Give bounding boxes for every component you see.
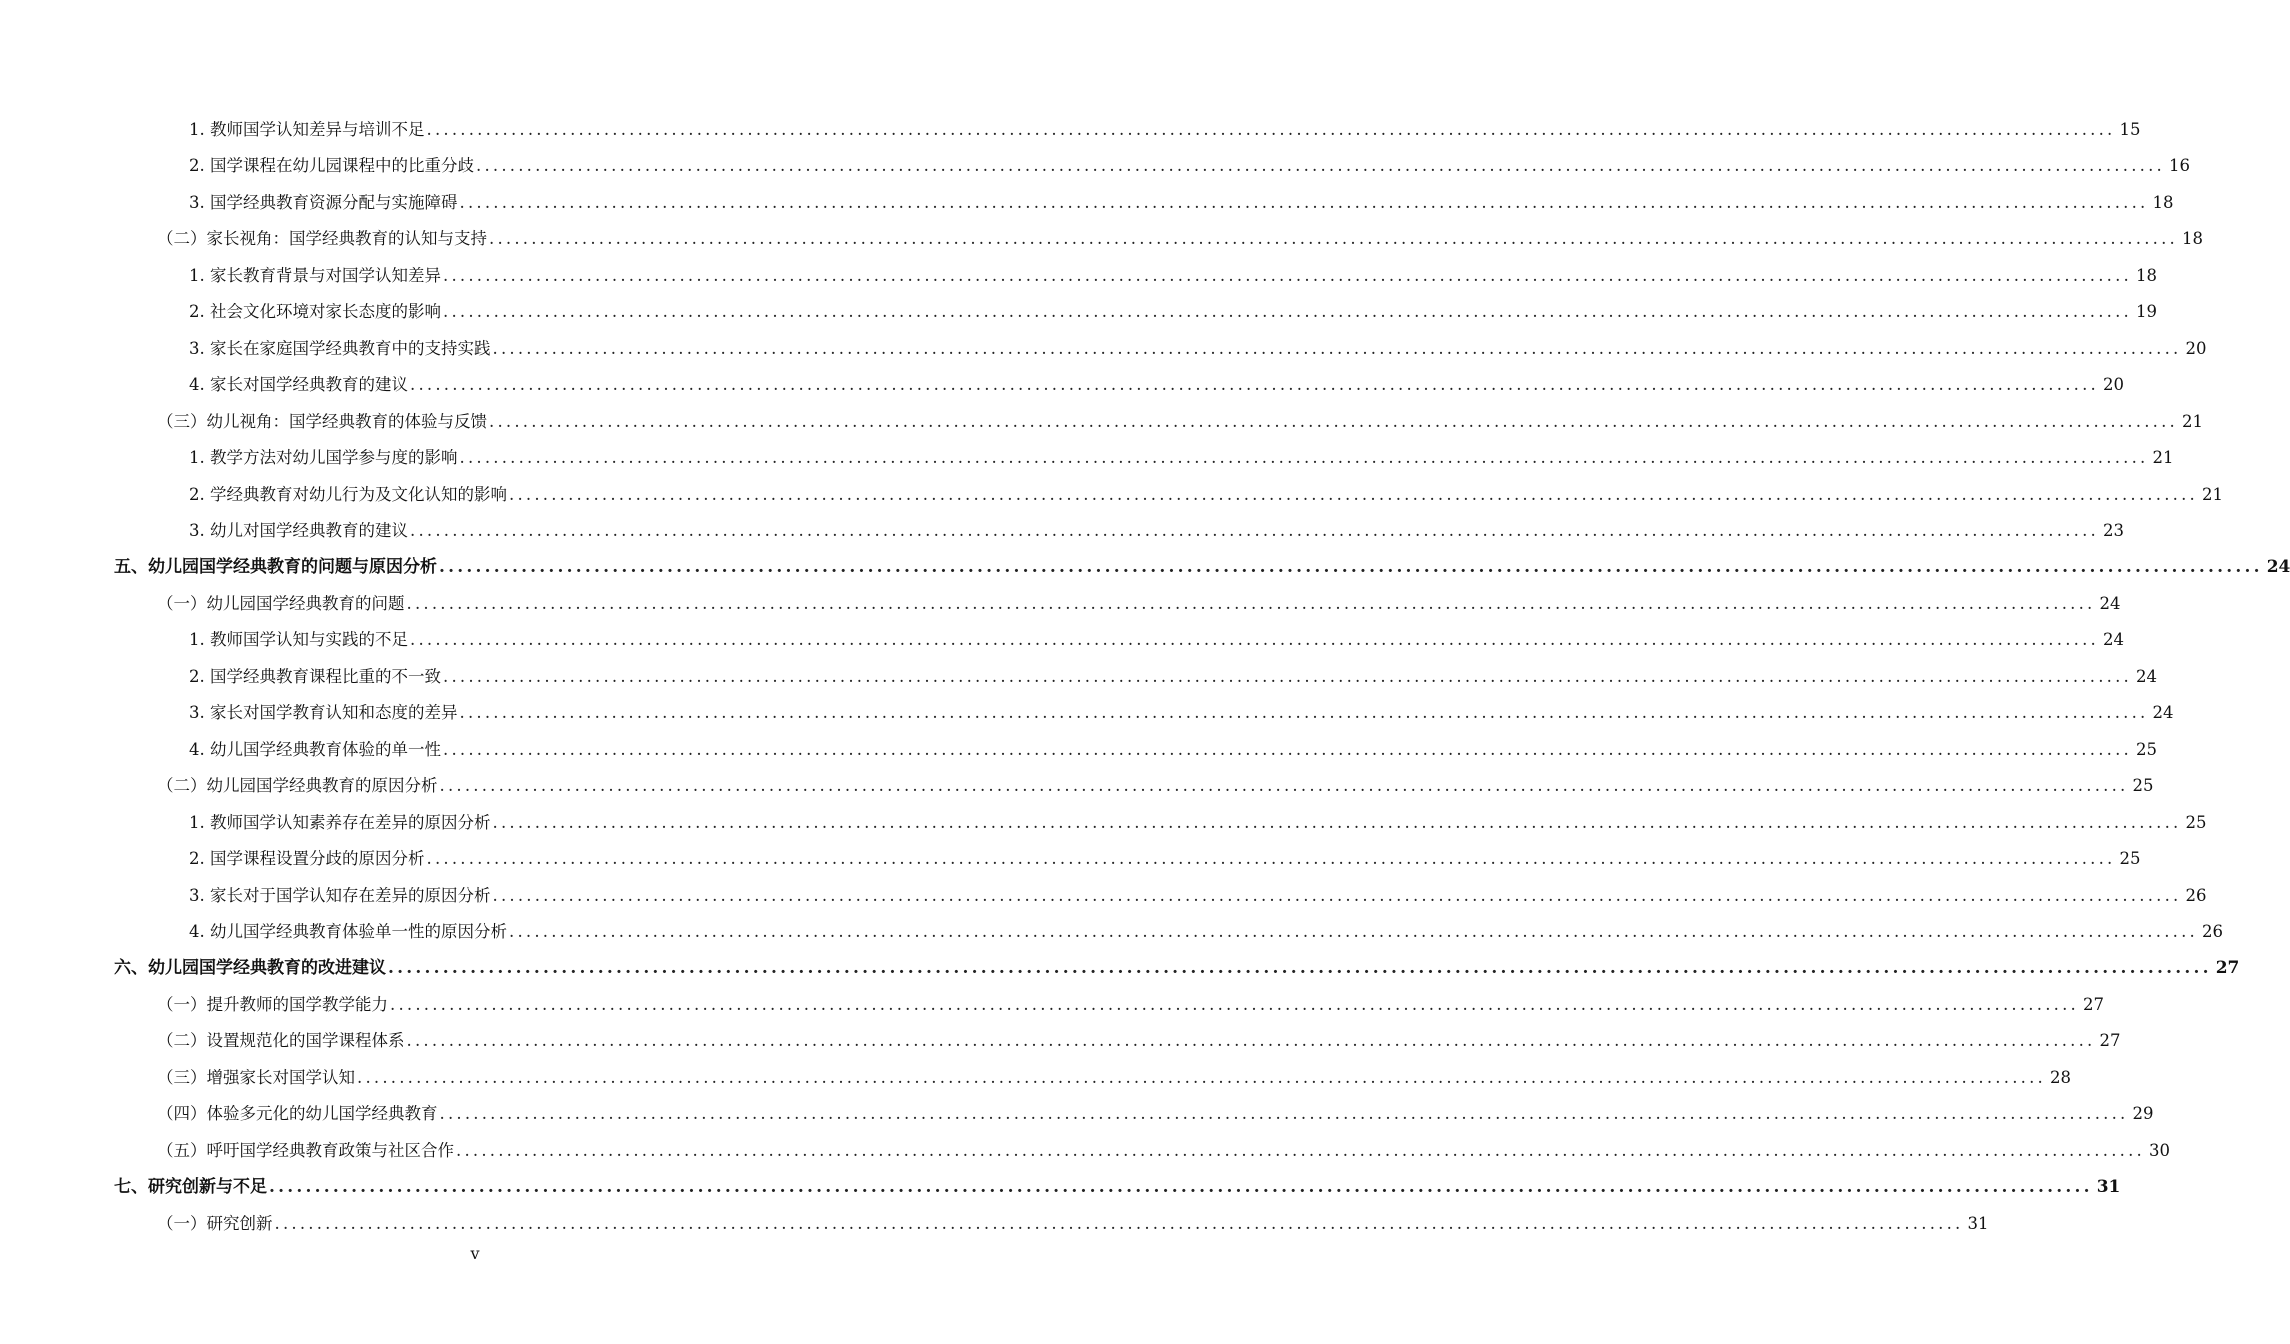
toc-entry[interactable] (189, 442, 2174, 468)
toc-dot-leader: ........................................................................................................................................................................................................ (489, 411, 2178, 431)
toc-entry-page: 21 (2201, 484, 2223, 504)
toc-entry[interactable] (157, 1135, 2170, 1161)
toc-entry-label: （四）体验多元化的幼儿国学经典教育 (157, 1104, 438, 1124)
toc-entry[interactable] (189, 843, 2141, 869)
toc-dot-leader: ........................................................................................................................................................................................................ (269, 1177, 2093, 1198)
toc-entry-page: 31 (2096, 1177, 2121, 1198)
toc-entry[interactable] (189, 807, 2207, 833)
toc-dot-leader: ........................................................................................................................................................................................................ (489, 229, 2178, 249)
toc-dot-leader: ........................................................................................................................................................................................................ (439, 1104, 2129, 1124)
toc-entry-page: 21 (2181, 411, 2203, 431)
toc-entry-page: 18 (2152, 192, 2174, 212)
toc-entry[interactable] (189, 479, 2223, 505)
toc-entry-label: 2. 社会文化环境对家长态度的影响 (189, 302, 441, 322)
toc-entry[interactable] (157, 989, 2104, 1015)
toc-entry-page: 25 (2185, 812, 2207, 832)
toc-entry[interactable] (189, 624, 2124, 650)
toc-entry-page: 31 (1967, 1213, 1989, 1233)
page-number: v (470, 1244, 480, 1263)
toc-dot-leader: ........................................................................................................................................................................................................ (443, 302, 2132, 322)
toc-entry[interactable] (114, 1171, 2121, 1198)
toc-entry[interactable] (157, 1062, 2071, 1088)
toc-entry-label: （二）设置规范化的国学课程体系 (157, 1031, 405, 1051)
toc-entry[interactable] (189, 515, 2124, 541)
toc-entry-label: 1. 教师国学认知与实践的不足 (189, 630, 408, 650)
toc-dot-leader: ........................................................................................................................................................................................................ (439, 776, 2129, 796)
toc-dot-leader: ........................................................................................................................................................................................................ (492, 885, 2182, 905)
toc-entry-label: （一）研究创新 (157, 1213, 273, 1233)
toc-entry-label: 1. 教学方法对幼儿国学参与度的影响 (189, 448, 458, 468)
toc-dot-leader: ........................................................................................................................................................................................................ (459, 448, 2149, 468)
toc-entry-page: 24 (2099, 593, 2121, 613)
toc-entry[interactable] (157, 1098, 2154, 1124)
toc-entry[interactable] (114, 551, 2290, 578)
toc-entry-page: 25 (2119, 849, 2141, 868)
toc-entry[interactable] (189, 661, 2157, 687)
toc-dot-leader: ........................................................................................................................................................................................................ (509, 921, 2198, 941)
toc-entry-label: 4. 家长对国学经典教育的建议 (189, 375, 408, 395)
toc-entry-page: 18 (2135, 265, 2157, 285)
toc-entry-page: 24 (2102, 630, 2124, 650)
toc-entry-page: 23 (2102, 521, 2124, 540)
toc-entry-label: 3. 幼儿对国学经典教育的建议 (189, 521, 408, 540)
toc-dot-leader: ........................................................................................................................................................................................................ (410, 375, 2099, 395)
toc-entry-label: （二）幼儿园国学经典教育的原因分析 (157, 776, 438, 796)
toc-entry-label: （三）增强家长对国学认知 (157, 1067, 355, 1087)
toc-entry[interactable] (157, 588, 2121, 614)
toc-entry-label: （一）幼儿园国学经典教育的问题 (157, 593, 405, 613)
toc-entry-page: 27 (2082, 994, 2104, 1014)
toc-entry[interactable] (157, 770, 2154, 796)
toc-dot-leader: ........................................................................................................................................................................................................ (426, 849, 2116, 868)
toc-dot-leader: ........................................................................................................................................................................................................ (439, 557, 2263, 578)
toc-entry-label: 2. 学经典教育对幼儿行为及文化认知的影响 (189, 484, 507, 504)
toc-entry[interactable] (189, 187, 2174, 213)
toc-entry-label: （一）提升教师的国学教学能力 (157, 994, 388, 1014)
toc-entry-label: 1. 教师国学认知素养存在差异的原因分析 (189, 812, 491, 832)
toc-entry[interactable] (157, 406, 2203, 432)
toc-dot-leader: ........................................................................................................................................................................................................ (443, 265, 2132, 285)
toc-entry-label: 3. 家长对于国学认知存在差异的原因分析 (189, 885, 491, 905)
toc-entry-label: 3. 家长在家庭国学经典教育中的支持实践 (189, 338, 491, 358)
toc-entry[interactable] (157, 223, 2203, 249)
toc-entry-page: 29 (2132, 1104, 2154, 1124)
toc-entry[interactable] (189, 734, 2157, 760)
toc-dot-leader: ........................................................................................................................................................................................................ (476, 156, 2165, 176)
toc-dot-leader: ........................................................................................................................................................................................................ (274, 1213, 1964, 1233)
toc-dot-leader: ........................................................................................................................................................................................................ (443, 739, 2132, 759)
toc-entry-label: （三）幼儿视角：国学经典教育的体验与反馈 (157, 411, 487, 431)
toc-entry-label: （五）呼吁国学经典教育政策与社区合作 (157, 1140, 454, 1160)
toc-dot-leader: ........................................................................................................................................................................................................ (492, 812, 2182, 832)
toc-entry-label: 2. 国学经典教育课程比重的不一致 (189, 666, 441, 686)
toc-entry[interactable] (189, 296, 2157, 322)
toc-entry-label: 2. 国学课程在幼儿园课程中的比重分歧 (189, 156, 474, 176)
toc-entry[interactable] (189, 150, 2190, 176)
toc-entry-page: 30 (2148, 1140, 2170, 1160)
toc-dot-leader: ........................................................................................................................................................................................................ (459, 703, 2149, 723)
toc-dot-leader: ........................................................................................................................................................................................................ (410, 521, 2099, 540)
toc-entry-page: 27 (2099, 1031, 2121, 1051)
toc-entry-page: 25 (2135, 739, 2157, 759)
toc-entry-page: 16 (2168, 156, 2190, 176)
toc-entry-label: 六、幼儿园国学经典教育的改进建议 (114, 958, 386, 979)
toc-entry-page: 24 (2266, 557, 2290, 578)
toc-entry-page: 21 (2152, 448, 2174, 468)
toc-entry-label: 五、幼儿园国学经典教育的问题与原因分析 (114, 557, 437, 578)
toc-entry-page: 28 (2049, 1067, 2071, 1087)
toc-entry-label: （二）家长视角：国学经典教育的认知与支持 (157, 229, 487, 249)
toc-entry[interactable] (189, 369, 2124, 395)
toc-entry-page: 27 (2215, 958, 2240, 979)
toc-entry-label: 1. 教师国学认知差异与培训不足 (189, 120, 425, 139)
toc-dot-leader: ........................................................................................................................................................................................................ (426, 120, 2116, 139)
toc-dot-leader: ........................................................................................................................................................................................................ (443, 666, 2132, 686)
toc-dot-leader: ........................................................................................................................................................................................................ (357, 1067, 2046, 1087)
toc-entry[interactable] (189, 697, 2174, 723)
toc-entry-label: 3. 家长对国学教育认知和态度的差异 (189, 703, 458, 723)
toc-dot-leader: ........................................................................................................................................................................................................ (406, 1031, 2096, 1051)
toc-entry[interactable] (114, 952, 2240, 979)
toc-entry-page: 20 (2185, 338, 2207, 358)
toc-entry[interactable] (189, 114, 2141, 140)
toc-entry-label: 2. 国学课程设置分歧的原因分析 (189, 849, 425, 868)
toc-entry[interactable] (157, 1208, 1989, 1234)
toc-dot-leader: ........................................................................................................................................................................................................ (456, 1140, 2145, 1160)
toc-dot-leader: ........................................................................................................................................................................................................ (459, 192, 2149, 212)
toc-dot-leader: ........................................................................................................................................................................................................ (406, 593, 2096, 613)
toc-entry[interactable] (189, 333, 2207, 359)
toc-entry-label: 3. 国学经典教育资源分配与实施障碍 (189, 192, 458, 212)
toc-entry-page: 26 (2185, 885, 2207, 905)
toc-entry-page: 19 (2135, 302, 2157, 322)
toc-dot-leader: ........................................................................................................................................................................................................ (509, 484, 2198, 504)
toc-dot-leader: ........................................................................................................................................................................................................ (390, 994, 2079, 1014)
toc-entry-label: 4. 幼儿国学经典教育体验单一性的原因分析 (189, 921, 507, 941)
toc-entry[interactable] (189, 916, 2223, 942)
toc-entry-page: 24 (2135, 666, 2157, 686)
toc-entry[interactable] (157, 1025, 2121, 1051)
toc-entry-page: 18 (2181, 229, 2203, 249)
toc-entry-page: 26 (2201, 921, 2223, 941)
toc-entry[interactable] (189, 880, 2207, 906)
toc-entry-page: 20 (2102, 375, 2124, 395)
toc-dot-leader: ........................................................................................................................................................................................................ (492, 338, 2182, 358)
toc-dot-leader: ........................................................................................................................................................................................................ (388, 958, 2212, 979)
toc-entry[interactable] (189, 260, 2157, 286)
toc-dot-leader: ........................................................................................................................................................................................................ (410, 630, 2099, 650)
toc-entry-label: 4. 幼儿国学经典教育体验的单一性 (189, 739, 441, 759)
toc-entry-label: 1. 家长教育背景与对国学认知差异 (189, 265, 441, 285)
toc-entry-label: 七、研究创新与不足 (114, 1177, 267, 1198)
toc-entry-page: 24 (2152, 703, 2174, 723)
toc-entry-page: 25 (2132, 776, 2154, 796)
toc-entry-page: 15 (2119, 120, 2141, 139)
